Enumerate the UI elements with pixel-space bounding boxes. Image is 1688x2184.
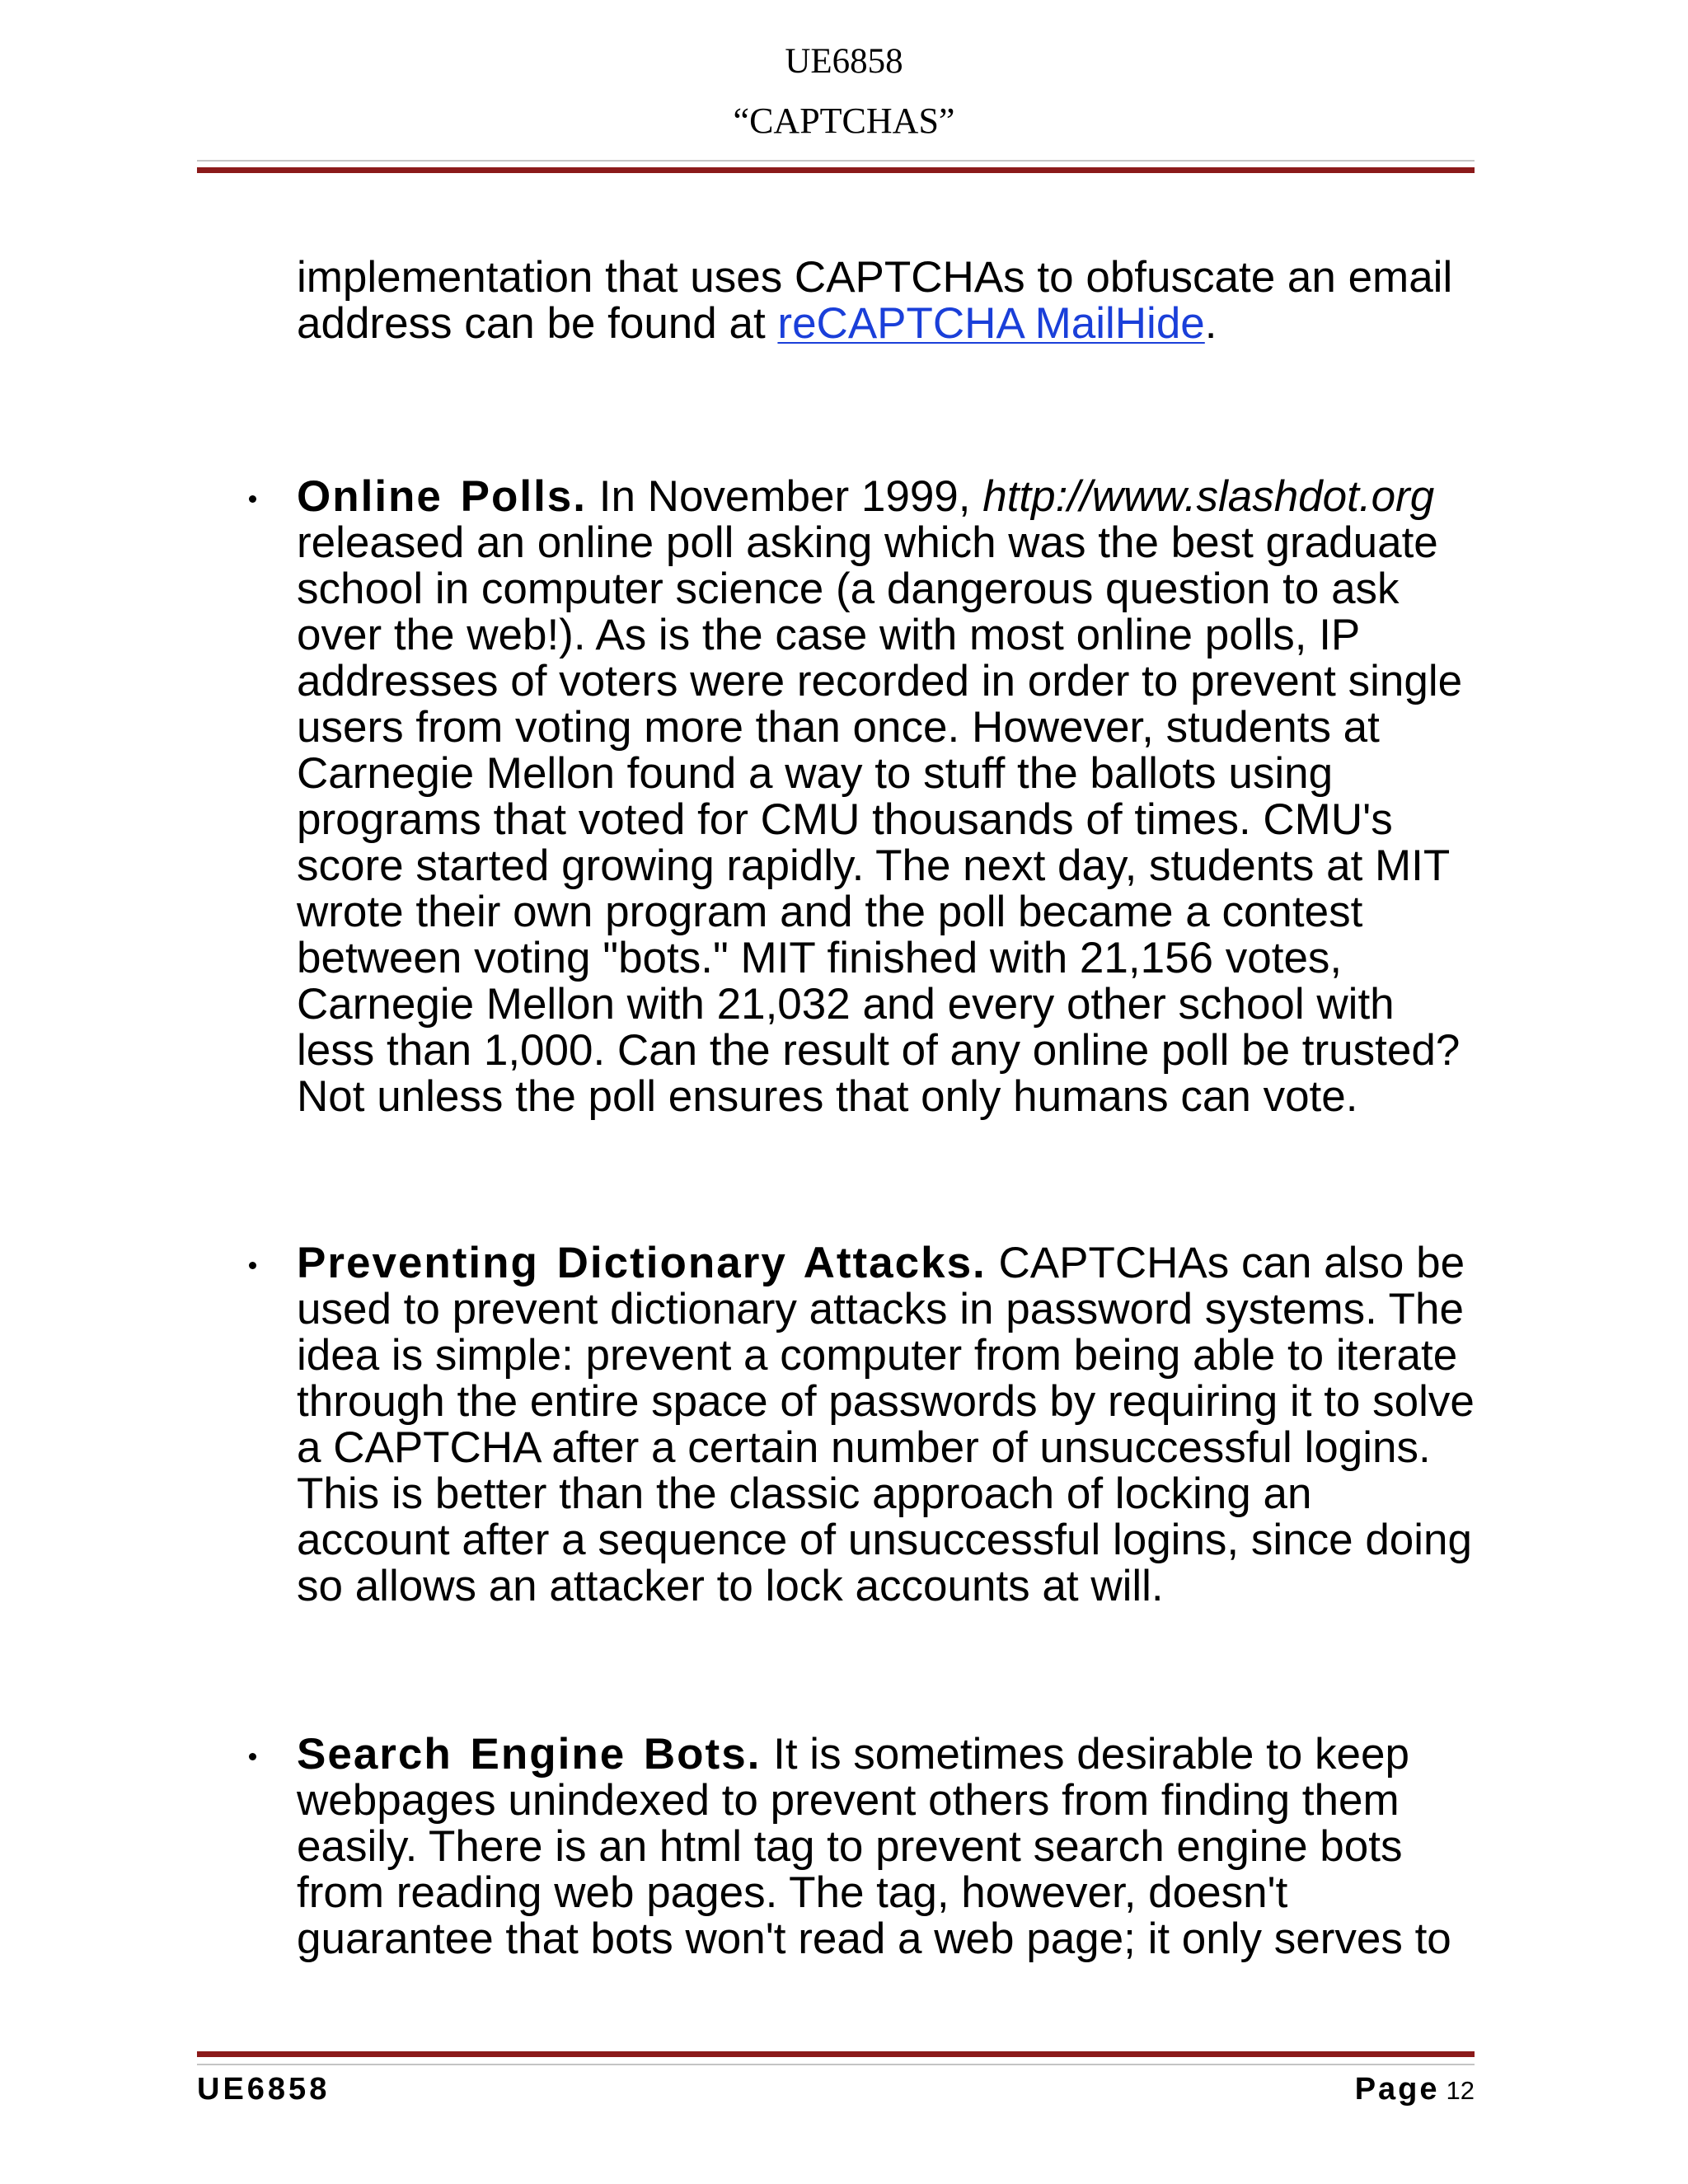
intro-paragraph bbox=[297, 255, 1452, 347]
header-document-code: UE6858 bbox=[785, 42, 903, 81]
text-line: a CAPTCHA after a certain number of unsuccessful logins. bbox=[297, 1423, 1431, 1472]
text-line: webpages unindexed to prevent others from finding them bbox=[297, 1776, 1400, 1825]
bullet-label: Preventing Dictionary Attacks. bbox=[297, 1239, 987, 1287]
footer-page-number: 12 bbox=[1446, 2076, 1475, 2105]
text-line: account after a sequence of unsuccessful logins, since doing bbox=[297, 1516, 1473, 1564]
bullet-label: Online Polls. bbox=[297, 472, 588, 521]
text-line: used to prevent dictionary attacks in password systems. The bbox=[297, 1285, 1464, 1333]
text-line: released an online poll asking which was the best graduate bbox=[297, 518, 1438, 567]
link-prefix-text: address can be found at bbox=[297, 299, 778, 348]
bullet-icon bbox=[249, 495, 256, 503]
bullet-icon bbox=[249, 1262, 256, 1269]
text-line: implementation that uses CAPTCHAs to obfuscate an email bbox=[297, 253, 1453, 302]
text-line: easily. There is an html tag to prevent search engine bots bbox=[297, 1822, 1403, 1871]
link-suffix-text: . bbox=[1204, 299, 1217, 348]
bullet-preventing-dictionary-attacks bbox=[297, 1240, 1475, 1610]
text-line: from reading web pages. The tag, however, doesn't bbox=[297, 1868, 1288, 1917]
bullet-lead-text: It is sometimes desirable to keep bbox=[761, 1730, 1409, 1779]
text-line: guarantee that bots won't read a web page; it only serves to bbox=[297, 1915, 1451, 1963]
slashdot-url-text: http://www.slashdot.org bbox=[982, 472, 1435, 521]
header-hairline-divider bbox=[197, 160, 1475, 162]
bullet-search-engine-bots bbox=[297, 1732, 1451, 1962]
bullet-label: Search Engine Bots. bbox=[297, 1730, 762, 1779]
text-line: addresses of voters were recorded in order to prevent single bbox=[297, 657, 1463, 705]
bullet-online-polls bbox=[297, 474, 1462, 1120]
text-line: idea is simple: prevent a computer from being able to iterate bbox=[297, 1331, 1458, 1380]
text-line: Not unless the poll ensures that only humans can vote. bbox=[297, 1072, 1358, 1121]
footer-thick-divider bbox=[197, 2051, 1475, 2057]
text-line: over the web!). As is the case with most online polls, IP bbox=[297, 611, 1361, 659]
bullet-lead-text: In November 1999, bbox=[587, 472, 983, 521]
footer-document-code: UE6858 bbox=[197, 2072, 331, 2107]
footer-hairline-divider bbox=[197, 2064, 1475, 2065]
bullet-first-line bbox=[297, 474, 1462, 520]
bullet-lead-text: CAPTCHAs can also be bbox=[986, 1239, 1465, 1287]
bullet-icon bbox=[249, 1753, 256, 1760]
text-line: between voting "bots." MIT finished with 21,156 votes, bbox=[297, 934, 1343, 982]
text-line: programs that voted for CMU thousands of times. CMU's bbox=[297, 795, 1393, 844]
footer-page-label: Page bbox=[1354, 2072, 1440, 2107]
bullet-first-line bbox=[297, 1732, 1451, 1778]
text-line: Carnegie Mellon found a way to stuff the ballots using bbox=[297, 749, 1334, 798]
text-line: This is better than the classic approach of locking an bbox=[297, 1469, 1312, 1518]
recaptcha-mailhide-link[interactable]: reCAPTCHA MailHide bbox=[777, 299, 1205, 348]
text-line: school in computer science (a dangerous question to ask bbox=[297, 565, 1400, 613]
text-line: score started growing rapidly. The next day, students at MIT bbox=[297, 841, 1451, 890]
bullet-first-line bbox=[297, 1240, 1475, 1286]
header-thick-divider bbox=[197, 167, 1475, 173]
text-line: wrote their own program and the poll became a contest bbox=[297, 888, 1363, 936]
text-line-with-link bbox=[297, 301, 1452, 347]
text-line: Carnegie Mellon with 21,032 and every other school with bbox=[297, 980, 1395, 1029]
text-line: through the entire space of passwords by requiring it to solve bbox=[297, 1377, 1475, 1426]
text-line: less than 1,000. Can the result of any online poll be trusted? bbox=[297, 1026, 1461, 1075]
header-document-title: “CAPTCHAS” bbox=[733, 101, 955, 141]
footer-page-indicator bbox=[1355, 2071, 1475, 2114]
text-line: users from voting more than once. However, students at bbox=[297, 703, 1380, 752]
text-line: so allows an attacker to lock accounts at will. bbox=[297, 1562, 1164, 1610]
